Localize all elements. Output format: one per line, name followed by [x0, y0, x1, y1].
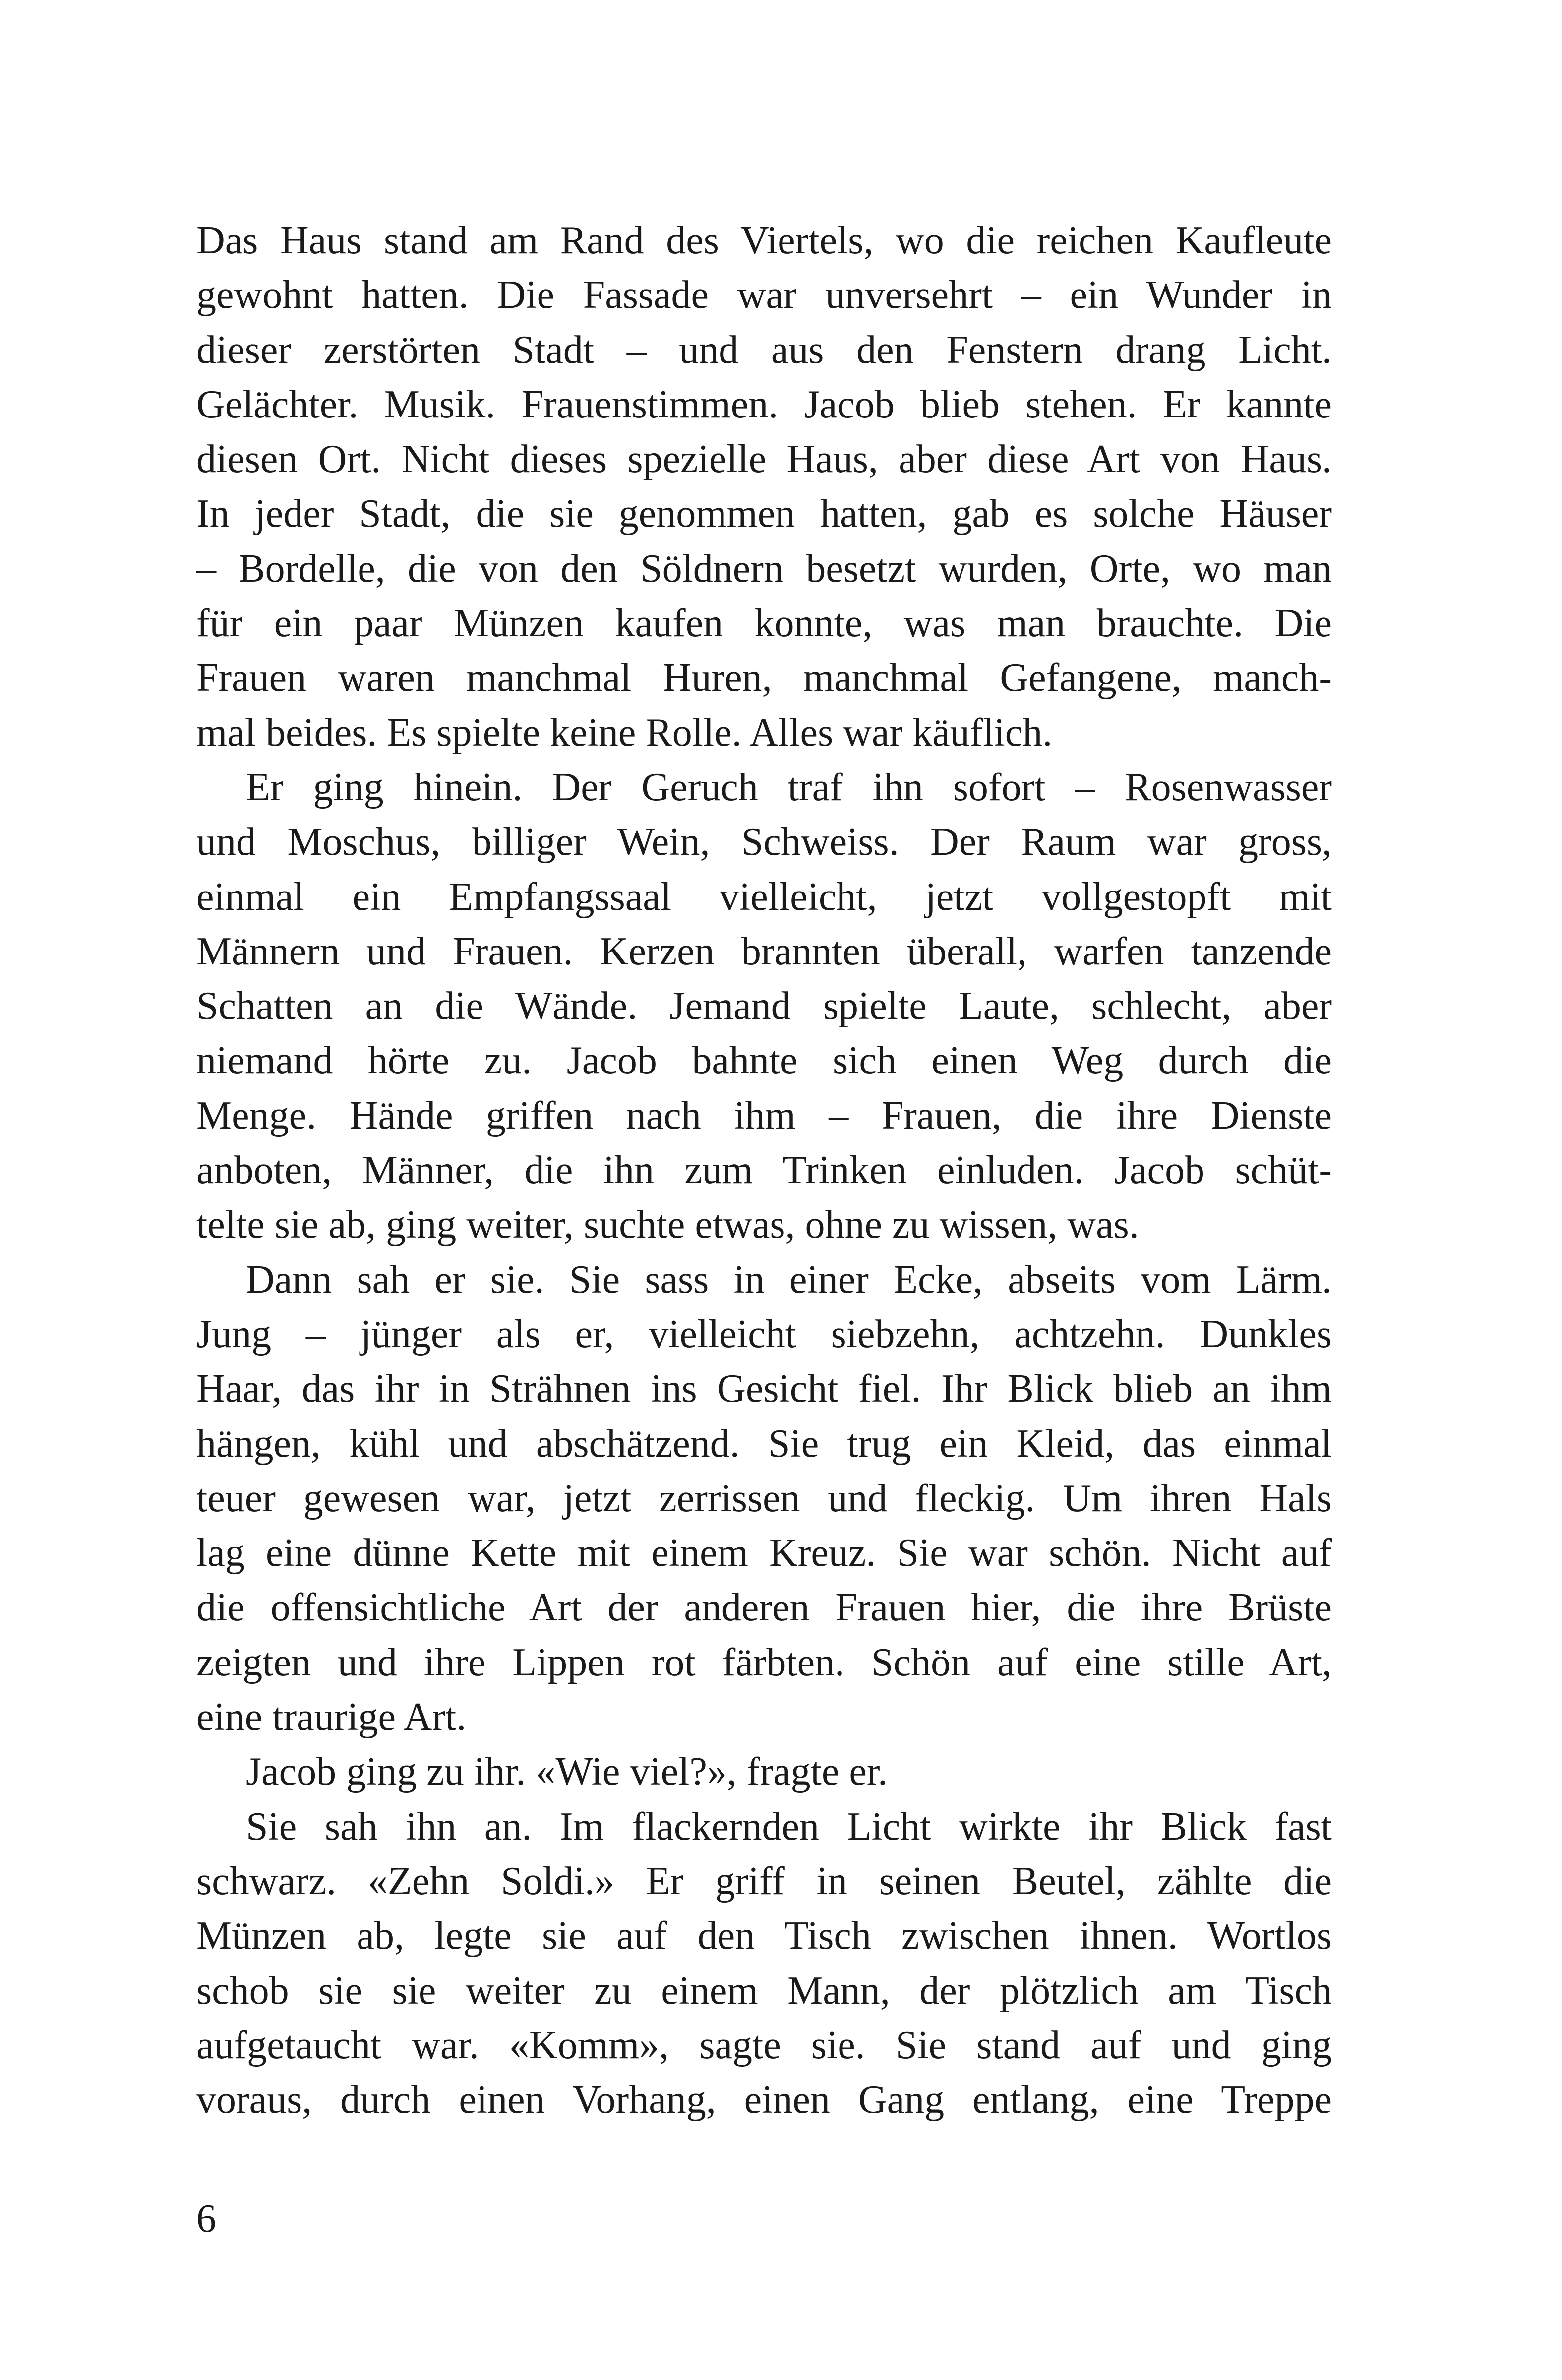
text-line: schob sie sie weiter zu einem Mann, der plötzlich am Tisch — [196, 1968, 1332, 2013]
text-line: diesen Ort. Nicht dieses spezielle Haus, aber diese Art von Haus. — [196, 437, 1332, 481]
text-line: aufgetaucht war. «Komm», sagte sie. Sie stand auf und ging — [196, 2023, 1332, 2067]
text-line: und Moschus, billiger Wein, Schweiss. Der Raum war gross, — [196, 820, 1332, 864]
text-line: Dann sah er sie. Sie sass in einer Ecke, abseits vom Lärm. — [246, 1257, 1332, 1302]
text-line: Menge. Hände griffen nach ihm – Frauen, die ihre Dienste — [196, 1093, 1332, 1137]
page-number: 6 — [196, 2197, 216, 2241]
text-line: gewohnt hatten. Die Fassade war unversehrt – ein Wunder in — [196, 273, 1332, 317]
text-line: Sie sah ihn an. Im flackernden Licht wirkte ihr Blick fast — [246, 1804, 1332, 1848]
text-line: – Bordelle, die von den Söldnern besetzt wurden, Orte, wo man — [196, 546, 1332, 591]
text-line: Frauen waren manchmal Huren, manchmal Gefangene, manch- — [196, 656, 1332, 700]
text-line: Männern und Frauen. Kerzen brannten überall, warfen tanzende — [196, 929, 1332, 973]
text-line: anboten, Männer, die ihn zum Trinken einluden. Jacob schüt- — [196, 1148, 1332, 1192]
text-line: telte sie ab, ging weiter, suchte etwas, ohne zu wissen, was. — [196, 1203, 1139, 1247]
text-line: dieser zerstörten Stadt – und aus den Fenstern drang Licht. — [196, 328, 1332, 372]
text-line: einmal ein Empfangssaal vielleicht, jetzt vollgestopft mit — [196, 875, 1332, 919]
text-line: die offensichtliche Art der anderen Frauen hier, die ihre Brüste — [196, 1586, 1332, 1630]
text-line: Münzen ab, legte sie auf den Tisch zwischen ihnen. Wortlos — [196, 1914, 1332, 1958]
text-line: lag eine dünne Kette mit einem Kreuz. Sie war schön. Nicht auf — [196, 1531, 1332, 1575]
text-line: Jung – jünger als er, vielleicht siebzehn, achtzehn. Dunkles — [196, 1312, 1332, 1356]
text-line: voraus, durch einen Vorhang, einen Gang entlang, eine Treppe — [196, 2078, 1332, 2122]
text-line: Er ging hinein. Der Geruch traf ihn sofort – Rosenwasser — [246, 765, 1332, 809]
text-line: teuer gewesen war, jetzt zerrissen und fleckig. Um ihren Hals — [196, 1476, 1332, 1520]
text-line: eine traurige Art. — [196, 1695, 467, 1739]
text-line: mal beides. Es spielte keine Rolle. Alles war käuflich. — [196, 711, 1053, 755]
text-line: hängen, kühl und abschätzend. Sie trug ein Kleid, das einmal — [196, 1422, 1332, 1466]
text-line: Das Haus stand am Rand des Viertels, wo die reichen Kaufleute — [196, 219, 1332, 262]
text-line: für ein paar Münzen kaufen konnte, was man brauchte. Die — [196, 601, 1332, 646]
text-line: niemand hörte zu. Jacob bahnte sich einen Weg durch die — [196, 1039, 1332, 1083]
text-line: schwarz. «Zehn Soldi.» Er griff in seinen Beutel, zählte die — [196, 1859, 1332, 1903]
body-text — [196, 213, 1332, 2127]
text-line: Haar, das ihr in Strähnen ins Gesicht fiel. Ihr Blick blieb an ihm — [196, 1367, 1332, 1411]
text-line: Gelächter. Musik. Frauenstimmen. Jacob blieb stehen. Er kannte — [196, 382, 1332, 426]
text-line: Schatten an die Wände. Jemand spielte Laute, schlecht, aber — [196, 984, 1332, 1028]
text-line: In jeder Stadt, die sie genommen hatten, gab es solche Häuser — [196, 492, 1332, 536]
text-line: Jacob ging zu ihr. «Wie viel?», fragte er. — [246, 1750, 888, 1794]
text-line: zeigten und ihre Lippen rot färbten. Schön auf eine stille Art, — [196, 1640, 1332, 1684]
